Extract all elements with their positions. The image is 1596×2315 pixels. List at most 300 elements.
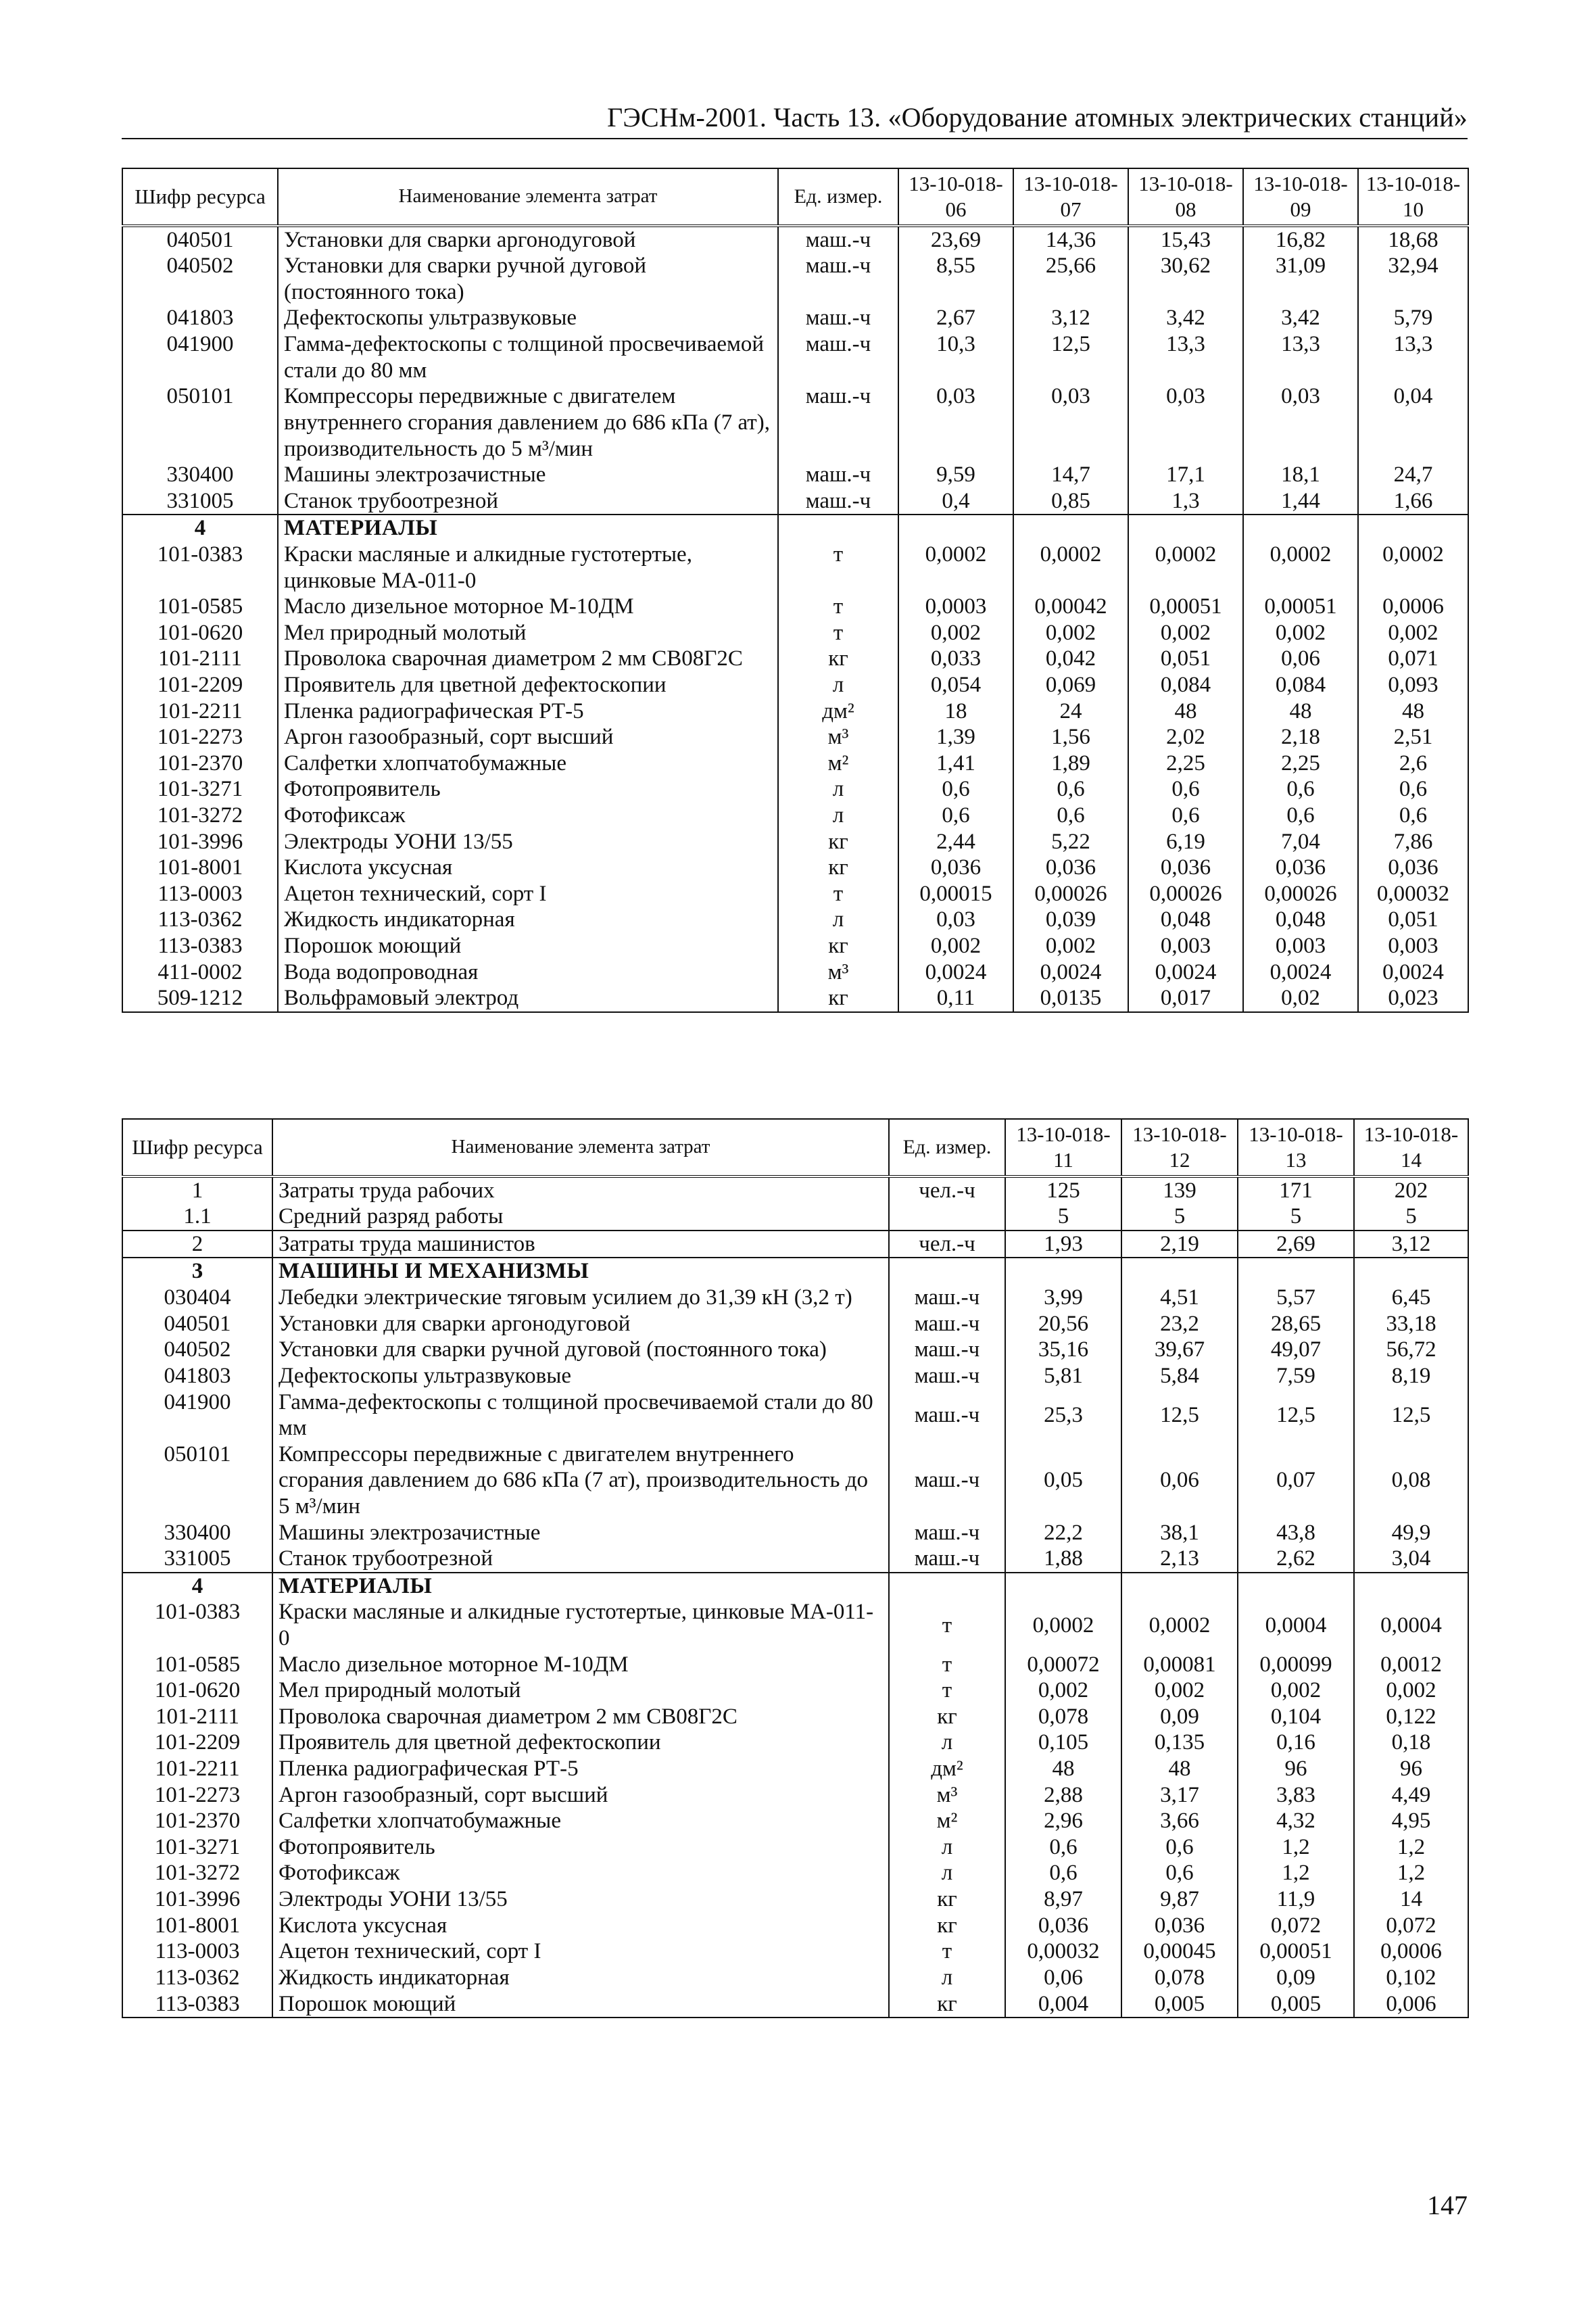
unit-cell: кг	[778, 933, 898, 959]
value-cell: 18	[898, 698, 1013, 725]
value-cell: 17,1	[1128, 462, 1243, 488]
value-cell: 0,003	[1128, 933, 1243, 959]
table-row	[122, 1886, 1468, 1913]
value-cell: 2,96	[1005, 1808, 1121, 1834]
element-name-cell: Жидкость индикаторная	[272, 1965, 889, 1991]
value-cell: 0,002	[1121, 1677, 1238, 1704]
resource-code-cell: 041803	[122, 305, 278, 331]
element-name-cell: МАТЕРИАЛЫ	[278, 515, 778, 542]
resource-code-cell: 101-0585	[122, 1652, 272, 1678]
table-row	[122, 1677, 1468, 1704]
element-name-cell: Электроды УОНИ 13/55	[278, 829, 778, 855]
resource-code-cell: 3	[122, 1258, 272, 1285]
value-cell	[1121, 1573, 1238, 1600]
unit-cell: л	[778, 803, 898, 829]
unit-cell: маш.-ч	[778, 331, 898, 383]
resource-code-cell: 041803	[122, 1363, 272, 1389]
unit-cell: т	[778, 542, 898, 594]
value-cell: 10,3	[898, 331, 1013, 383]
value-cell: 0,102	[1354, 1965, 1468, 1991]
value-cell: 0,0002	[1121, 1599, 1238, 1651]
resource-code-cell: 040501	[122, 226, 278, 254]
element-name-cell: Аргон газообразный, сорт высший	[272, 1782, 889, 1809]
header-resource-code: Шифр ресурса	[122, 1119, 272, 1176]
table-row	[122, 907, 1468, 933]
value-cell: 0,036	[1005, 1913, 1121, 1939]
element-name-cell: Вода водопроводная	[278, 959, 778, 986]
unit-cell: маш.-ч	[778, 488, 898, 515]
resource-code-cell: 101-2211	[122, 1756, 272, 1782]
value-cell: 0,0004	[1354, 1599, 1468, 1651]
value-cell: 18,68	[1358, 226, 1468, 254]
value-cell	[1354, 1258, 1468, 1285]
value-cell: 1,44	[1243, 488, 1358, 515]
table-row	[122, 1441, 1468, 1520]
element-name-cell: Дефектоскопы ультразвуковые	[272, 1363, 889, 1389]
value-cell: 2,6	[1358, 750, 1468, 777]
value-cell	[1243, 515, 1358, 542]
element-name-cell: Ацетон технический, сорт I	[272, 1938, 889, 1965]
unit-cell: кг	[889, 1886, 1005, 1913]
value-cell: 5	[1238, 1203, 1354, 1231]
value-cell: 0,0024	[898, 959, 1013, 986]
table-row	[122, 1652, 1468, 1678]
value-cell: 3,12	[1354, 1231, 1468, 1258]
table-row	[122, 305, 1468, 331]
unit-cell: кг	[778, 855, 898, 881]
value-cell: 0,0024	[1013, 959, 1128, 986]
table-row	[122, 1860, 1468, 1886]
table-row	[122, 1704, 1468, 1730]
element-name-cell: Жидкость индикаторная	[278, 907, 778, 933]
value-cell: 0,048	[1243, 907, 1358, 933]
value-cell: 30,62	[1128, 253, 1243, 305]
element-name-cell: Установки для сварки ручной дуговой (постоянного тока)	[278, 253, 778, 305]
table-header-row	[122, 1119, 1468, 1176]
running-header-title: ГЭСНм-2001. Часть 13. «Оборудование атомных электрических станций»	[607, 102, 1468, 133]
value-cell: 1,93	[1005, 1231, 1121, 1258]
resource-code-cell: 101-0620	[122, 620, 278, 646]
value-cell: 39,67	[1121, 1337, 1238, 1363]
value-cell: 96	[1238, 1756, 1354, 1782]
unit-cell: маш.-ч	[889, 1337, 1005, 1363]
value-cell: 4,32	[1238, 1808, 1354, 1834]
resource-code-cell: 101-3272	[122, 1860, 272, 1886]
table-row	[122, 1834, 1468, 1861]
table-row	[122, 542, 1468, 594]
value-cell: 0,0002	[1128, 542, 1243, 594]
element-name-cell: Кислота уксусная	[272, 1913, 889, 1939]
table-row	[122, 226, 1468, 254]
value-cell: 7,86	[1358, 829, 1468, 855]
resource-code-cell: 101-0585	[122, 594, 278, 620]
unit-cell: маш.-ч	[889, 1363, 1005, 1389]
header-norm-code: 13-10-018-13	[1238, 1119, 1354, 1176]
table-row	[122, 1729, 1468, 1756]
value-cell: 0,002	[898, 620, 1013, 646]
element-name-cell: Масло дизельное моторное М-10ДМ	[278, 594, 778, 620]
value-cell: 2,18	[1243, 724, 1358, 750]
value-cell: 5	[1005, 1203, 1121, 1231]
resource-code-cell: 101-0383	[122, 542, 278, 594]
value-cell: 2,69	[1238, 1231, 1354, 1258]
element-name-cell: Затраты труда рабочих	[272, 1176, 889, 1204]
value-cell: 7,59	[1238, 1363, 1354, 1389]
value-cell: 2,19	[1121, 1231, 1238, 1258]
header-norm-code: 13-10-018-10	[1358, 168, 1468, 226]
unit-cell: маш.-ч	[778, 462, 898, 488]
table-row	[122, 646, 1468, 672]
unit-cell: л	[889, 1965, 1005, 1991]
resource-code-cell: 101-0383	[122, 1599, 272, 1651]
table-row	[122, 594, 1468, 620]
value-cell: 1,2	[1354, 1860, 1468, 1886]
value-cell: 2,25	[1128, 750, 1243, 777]
resource-code-cell: 101-2273	[122, 724, 278, 750]
value-cell: 0,06	[1005, 1965, 1121, 1991]
value-cell: 48	[1358, 698, 1468, 725]
value-cell: 12,5	[1354, 1389, 1468, 1441]
value-cell: 0,00051	[1243, 594, 1358, 620]
value-cell: 0,00032	[1005, 1938, 1121, 1965]
value-cell: 31,09	[1243, 253, 1358, 305]
value-cell: 3,12	[1013, 305, 1128, 331]
value-cell	[1358, 515, 1468, 542]
table-row	[122, 1363, 1468, 1389]
value-cell: 23,69	[898, 226, 1013, 254]
value-cell: 6,19	[1128, 829, 1243, 855]
value-cell: 48	[1128, 698, 1243, 725]
resource-code-cell: 4	[122, 515, 278, 542]
element-name-cell: Вольфрамовый электрод	[278, 985, 778, 1012]
value-cell: 49,9	[1354, 1520, 1468, 1546]
value-cell: 0,039	[1013, 907, 1128, 933]
unit-cell: маш.-ч	[778, 253, 898, 305]
value-cell: 6,45	[1354, 1285, 1468, 1311]
unit-cell: кг	[778, 985, 898, 1012]
element-name-cell: Фотопроявитель	[278, 776, 778, 803]
value-cell: 0,00026	[1013, 881, 1128, 907]
value-cell: 0,084	[1128, 672, 1243, 698]
table-row	[122, 776, 1468, 803]
value-cell: 2,02	[1128, 724, 1243, 750]
table-row	[122, 855, 1468, 881]
value-cell: 5,79	[1358, 305, 1468, 331]
resource-code-cell: 509-1212	[122, 985, 278, 1012]
value-cell: 0,6	[1013, 776, 1128, 803]
value-cell: 0,03	[1128, 383, 1243, 462]
value-cell: 0,0002	[1013, 542, 1128, 594]
value-cell: 0,042	[1013, 646, 1128, 672]
resource-code-cell: 113-0383	[122, 1991, 272, 2018]
value-cell: 0,084	[1243, 672, 1358, 698]
element-name-cell: МАШИНЫ И МЕХАНИЗМЫ	[272, 1258, 889, 1285]
value-cell: 14,36	[1013, 226, 1128, 254]
header-norm-code: 13-10-018-08	[1128, 168, 1243, 226]
section-row	[122, 515, 1468, 542]
value-cell: 48	[1005, 1756, 1121, 1782]
unit-cell: м³	[778, 724, 898, 750]
value-cell: 1,39	[898, 724, 1013, 750]
element-name-cell: Салфетки хлопчатобумажные	[272, 1808, 889, 1834]
table-row	[122, 1546, 1468, 1573]
value-cell: 0,033	[898, 646, 1013, 672]
resource-code-cell: 101-2370	[122, 1808, 272, 1834]
value-cell: 3,42	[1243, 305, 1358, 331]
unit-cell: дм²	[778, 698, 898, 725]
value-cell: 171	[1238, 1176, 1354, 1204]
resource-code-cell: 113-0003	[122, 881, 278, 907]
unit-cell	[889, 1573, 1005, 1600]
value-cell	[1005, 1573, 1121, 1600]
unit-cell: л	[778, 776, 898, 803]
value-cell: 0,0002	[1005, 1599, 1121, 1651]
value-cell: 0,048	[1128, 907, 1243, 933]
value-cell: 0,036	[898, 855, 1013, 881]
unit-cell: т	[889, 1599, 1005, 1651]
value-cell: 0,06	[1243, 646, 1358, 672]
element-name-cell: Компрессоры передвижные с двигателем внутреннего сгорания давлением до 686 кПа (7 ат), производительность до 5 м³/мин	[272, 1441, 889, 1520]
value-cell: 1,3	[1128, 488, 1243, 515]
table-row	[122, 620, 1468, 646]
unit-cell: м²	[889, 1808, 1005, 1834]
value-cell: 0,6	[1243, 776, 1358, 803]
table-row	[122, 1285, 1468, 1311]
unit-cell: т	[889, 1677, 1005, 1704]
value-cell: 0,00072	[1005, 1652, 1121, 1678]
resource-table-2	[122, 1118, 1469, 2018]
value-cell: 2,51	[1358, 724, 1468, 750]
value-cell: 4,95	[1354, 1808, 1468, 1834]
unit-cell: л	[778, 907, 898, 933]
element-name-cell: Порошок моющий	[278, 933, 778, 959]
value-cell: 0,16	[1238, 1729, 1354, 1756]
element-name-cell: Установки для сварки аргонодуговой	[278, 226, 778, 254]
value-cell: 5,81	[1005, 1363, 1121, 1389]
value-cell: 0,006	[1354, 1991, 1468, 2018]
value-cell: 0,6	[1005, 1834, 1121, 1861]
unit-cell: м³	[778, 959, 898, 986]
value-cell: 56,72	[1354, 1337, 1468, 1363]
value-cell: 0,104	[1238, 1704, 1354, 1730]
header-norm-code: 13-10-018-11	[1005, 1119, 1121, 1176]
element-name-cell: Затраты труда машинистов	[272, 1231, 889, 1258]
value-cell: 0,6	[1128, 776, 1243, 803]
value-cell: 0,6	[898, 776, 1013, 803]
value-cell	[1238, 1573, 1354, 1600]
value-cell: 2,67	[898, 305, 1013, 331]
value-cell: 0,00026	[1243, 881, 1358, 907]
unit-cell: кг	[778, 646, 898, 672]
value-cell: 3,04	[1354, 1546, 1468, 1573]
unit-cell: маш.-ч	[889, 1441, 1005, 1520]
element-name-cell: Пленка радиографическая РТ-5	[278, 698, 778, 725]
section-row	[122, 1573, 1468, 1600]
resource-code-cell: 101-3271	[122, 1834, 272, 1861]
value-cell	[1005, 1258, 1121, 1285]
resource-code-cell: 050101	[122, 1441, 272, 1520]
value-cell: 5,22	[1013, 829, 1128, 855]
unit-cell: дм²	[889, 1756, 1005, 1782]
value-cell: 2,25	[1243, 750, 1358, 777]
value-cell: 0,03	[898, 907, 1013, 933]
value-cell: 0,078	[1121, 1965, 1238, 1991]
table-row	[122, 462, 1468, 488]
header-element-name: Наименование элемента затрат	[278, 168, 778, 226]
element-name-cell: Станок трубоотрезной	[278, 488, 778, 515]
value-cell: 0,078	[1005, 1704, 1121, 1730]
value-cell	[1128, 515, 1243, 542]
value-cell: 0,02	[1243, 985, 1358, 1012]
value-cell: 48	[1121, 1756, 1238, 1782]
value-cell: 0,072	[1238, 1913, 1354, 1939]
table-row	[122, 331, 1468, 383]
resource-code-cell: 040502	[122, 1337, 272, 1363]
unit-cell	[889, 1203, 1005, 1231]
value-cell: 0,105	[1005, 1729, 1121, 1756]
value-cell: 4,49	[1354, 1782, 1468, 1809]
value-cell: 5	[1354, 1203, 1468, 1231]
value-cell: 0,03	[898, 383, 1013, 462]
value-cell: 13,3	[1128, 331, 1243, 383]
unit-cell	[889, 1258, 1005, 1285]
value-cell: 3,42	[1128, 305, 1243, 331]
unit-cell: кг	[778, 829, 898, 855]
unit-cell: т	[889, 1652, 1005, 1678]
resource-code-cell: 101-2209	[122, 1729, 272, 1756]
value-cell: 28,65	[1238, 1311, 1354, 1337]
resource-code-cell: 101-2273	[122, 1782, 272, 1809]
value-cell: 23,2	[1121, 1311, 1238, 1337]
resource-code-cell: 030404	[122, 1285, 272, 1311]
value-cell: 0,6	[898, 803, 1013, 829]
value-cell: 14	[1354, 1886, 1468, 1913]
table-row	[122, 1231, 1468, 1258]
value-cell: 13,3	[1243, 331, 1358, 383]
element-name-cell: Компрессоры передвижные с двигателем внутреннего сгорания давлением до 686 кПа (7 ат), производительность до 5 м³/мин	[278, 383, 778, 462]
resource-code-cell: 330400	[122, 462, 278, 488]
value-cell: 11,9	[1238, 1886, 1354, 1913]
table-row	[122, 985, 1468, 1012]
value-cell: 0,11	[898, 985, 1013, 1012]
value-cell: 24	[1013, 698, 1128, 725]
value-cell: 0,6	[1121, 1860, 1238, 1886]
value-cell: 13,3	[1358, 331, 1468, 383]
value-cell	[1121, 1258, 1238, 1285]
unit-cell: маш.-ч	[889, 1285, 1005, 1311]
value-cell: 15,43	[1128, 226, 1243, 254]
value-cell: 24,7	[1358, 462, 1468, 488]
value-cell: 0,06	[1121, 1441, 1238, 1520]
value-cell: 1,41	[898, 750, 1013, 777]
element-name-cell: Проволока сварочная диаметром 2 мм СВ08Г2С	[278, 646, 778, 672]
resource-code-cell: 041900	[122, 1389, 272, 1441]
value-cell: 8,97	[1005, 1886, 1121, 1913]
value-cell: 12,5	[1013, 331, 1128, 383]
value-cell: 0,135	[1121, 1729, 1238, 1756]
unit-cell: маш.-ч	[778, 383, 898, 462]
value-cell: 0,6	[1128, 803, 1243, 829]
value-cell: 3,66	[1121, 1808, 1238, 1834]
element-name-cell: Порошок моющий	[272, 1991, 889, 2018]
value-cell: 5	[1121, 1203, 1238, 1231]
table-row	[122, 672, 1468, 698]
resource-code-cell: 101-3271	[122, 776, 278, 803]
value-cell: 0,0024	[1243, 959, 1358, 986]
value-cell: 0,18	[1354, 1729, 1468, 1756]
value-cell: 0,07	[1238, 1441, 1354, 1520]
value-cell: 14,7	[1013, 462, 1128, 488]
element-name-cell: Краски масляные и алкидные густотертые, цинковые МА-011-0	[278, 542, 778, 594]
value-cell: 9,59	[898, 462, 1013, 488]
table-row	[122, 1203, 1468, 1231]
value-cell	[1354, 1573, 1468, 1600]
value-cell: 0,00051	[1128, 594, 1243, 620]
value-cell: 0,002	[1013, 933, 1128, 959]
value-cell: 0,0024	[1128, 959, 1243, 986]
value-cell: 0,00015	[898, 881, 1013, 907]
value-cell: 2,13	[1121, 1546, 1238, 1573]
resource-code-cell: 101-3272	[122, 803, 278, 829]
resource-code-cell: 101-3996	[122, 829, 278, 855]
unit-cell: чел.-ч	[889, 1176, 1005, 1204]
element-name-cell: Масло дизельное моторное М-10ДМ	[272, 1652, 889, 1678]
value-cell: 2,88	[1005, 1782, 1121, 1809]
value-cell: 7,04	[1243, 829, 1358, 855]
resource-code-cell: 113-0362	[122, 1965, 272, 1991]
table-row	[122, 1965, 1468, 1991]
value-cell: 0,002	[1243, 620, 1358, 646]
value-cell: 0,017	[1128, 985, 1243, 1012]
element-name-cell: Фотопроявитель	[272, 1834, 889, 1861]
resource-code-cell: 101-8001	[122, 1913, 272, 1939]
table-row	[122, 1311, 1468, 1337]
resource-code-cell: 1	[122, 1176, 272, 1204]
value-cell: 12,5	[1121, 1389, 1238, 1441]
value-cell: 0,00099	[1238, 1652, 1354, 1678]
element-name-cell: Проявитель для цветной дефектоскопии	[278, 672, 778, 698]
value-cell: 3,17	[1121, 1782, 1238, 1809]
element-name-cell: Установки для сварки ручной дуговой (постоянного тока)	[272, 1337, 889, 1363]
value-cell: 0,6	[1005, 1860, 1121, 1886]
value-cell: 96	[1354, 1756, 1468, 1782]
header-element-name: Наименование элемента затрат	[272, 1119, 889, 1176]
table-row	[122, 383, 1468, 462]
header-norm-code: 13-10-018-09	[1243, 168, 1358, 226]
table-row	[122, 1389, 1468, 1441]
value-cell: 12,5	[1238, 1389, 1354, 1441]
value-cell: 0,071	[1358, 646, 1468, 672]
value-cell: 20,56	[1005, 1311, 1121, 1337]
value-cell: 0,03	[1243, 383, 1358, 462]
value-cell: 0,0004	[1238, 1599, 1354, 1651]
element-name-cell: Машины электрозачистные	[272, 1520, 889, 1546]
value-cell: 43,8	[1238, 1520, 1354, 1546]
element-name-cell: Дефектоскопы ультразвуковые	[278, 305, 778, 331]
value-cell: 0,036	[1358, 855, 1468, 881]
unit-cell: кг	[889, 1913, 1005, 1939]
element-name-cell: Мел природный молотый	[272, 1677, 889, 1704]
value-cell: 0,093	[1358, 672, 1468, 698]
table-row	[122, 1337, 1468, 1363]
value-cell: 0,0003	[898, 594, 1013, 620]
value-cell: 0,003	[1243, 933, 1358, 959]
value-cell: 8,55	[898, 253, 1013, 305]
element-name-cell: Фотофиксаж	[272, 1860, 889, 1886]
value-cell: 4,51	[1121, 1285, 1238, 1311]
element-name-cell: Краски масляные и алкидные густотертые, цинковые МА-011-0	[272, 1599, 889, 1651]
table-row	[122, 253, 1468, 305]
